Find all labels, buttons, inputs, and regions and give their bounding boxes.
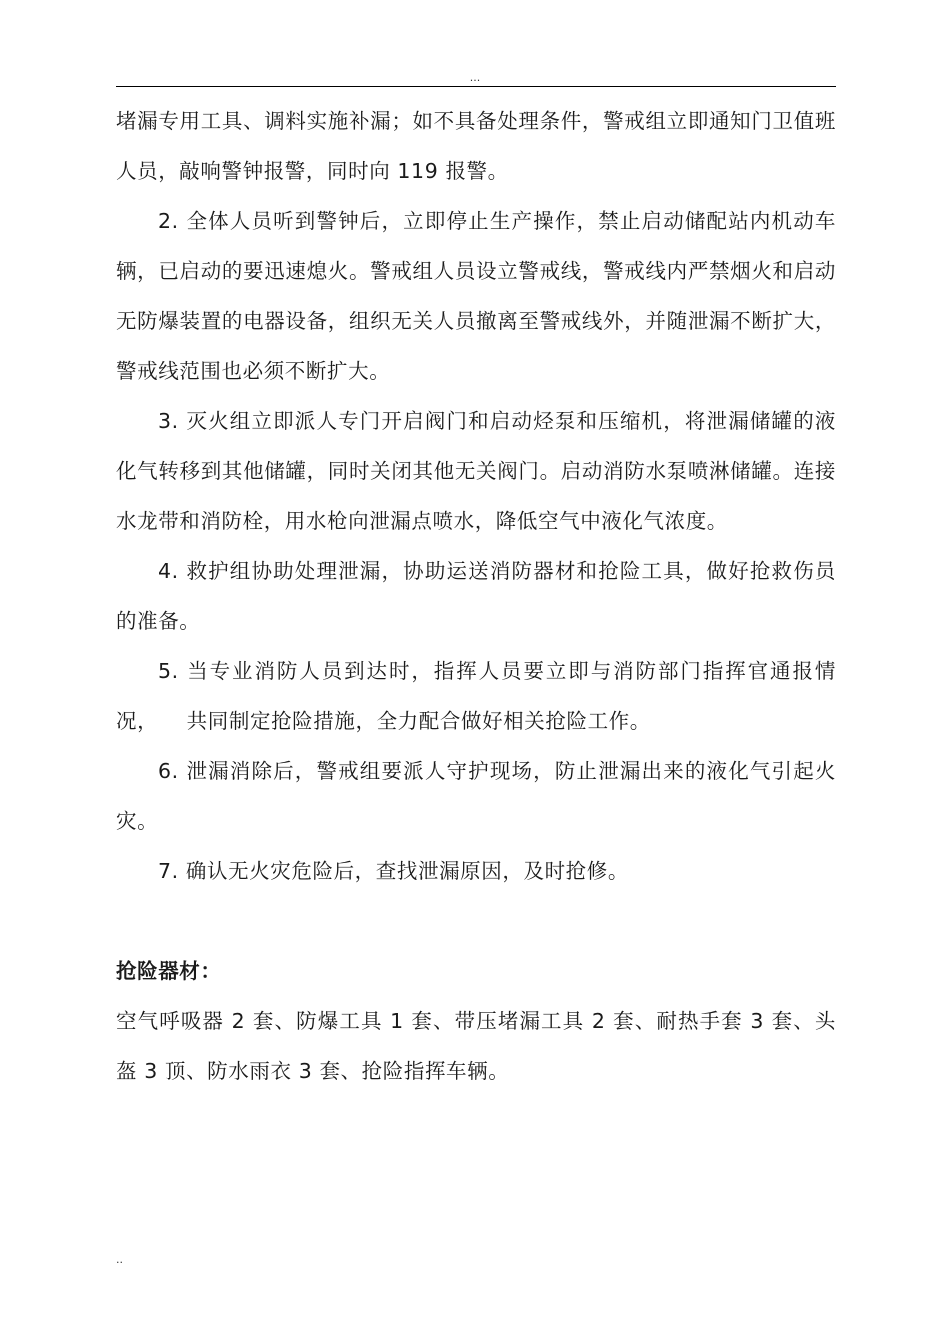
section-title-equipment: 抢险器材： bbox=[116, 959, 222, 983]
paragraph-step-7: 7. 确认无火灾危险后，查找泄漏原因，及时抢修。 bbox=[158, 859, 629, 883]
paragraph-step-3: 3. 灭火组立即派人专门开启阀门和启动烃泵和压缩机，将泄漏储罐的液化气转移到其他储罐，同时关闭其他无关阀门。启动消防水泵喷淋储罐。连接水龙带和消防栓，用水枪向泄漏点喷水，降低空气中液化气浓度。 bbox=[116, 409, 836, 533]
section-spacer bbox=[116, 896, 836, 946]
paragraph-step-4: 4. 救护组协助处理泄漏，协助运送消防器材和抢险工具，做好抢救伤员的准备。 bbox=[116, 559, 836, 633]
paragraph-equipment-list: 空气呼吸器 2 套、防爆工具 1 套、带压堵漏工具 2 套、耐热手套 3 套、头盔 3 顶、防水雨衣 3 套、抢险指挥车辆。 bbox=[116, 1009, 836, 1083]
page-header-mark: ... bbox=[469, 71, 481, 84]
paragraph-continuation: 堵漏专用工具、调料实施补漏；如不具备处理条件，警戒组立即通知门卫值班人员，敲响警钟报警，同时向 119 报警。 bbox=[116, 109, 836, 183]
paragraph-step-6: 6. 泄漏消除后，警戒组要派人守护现场，防止泄漏出来的液化气引起火灾。 bbox=[116, 759, 836, 833]
paragraph-step-2: 2. 全体人员听到警钟后，立即停止生产操作，禁止启动储配站内机动车辆，已启动的要迅速熄火。警戒组人员设立警戒线，警戒线内严禁烟火和启动无防爆装置的电器设备，组织无关人员撤离至警戒线外，并随泄漏不断扩大，警戒线范围也必须不断扩大。 bbox=[116, 209, 836, 383]
header-divider bbox=[116, 86, 836, 87]
paragraph-step-5: 5. 当专业消防人员到达时，指挥人员要立即与消防部门指挥官通报情况， 共同制定抢险措施，全力配合做好相关抢险工作。 bbox=[116, 659, 836, 733]
page-footer-mark: .. bbox=[116, 1253, 123, 1266]
document-body bbox=[116, 96, 836, 1096]
